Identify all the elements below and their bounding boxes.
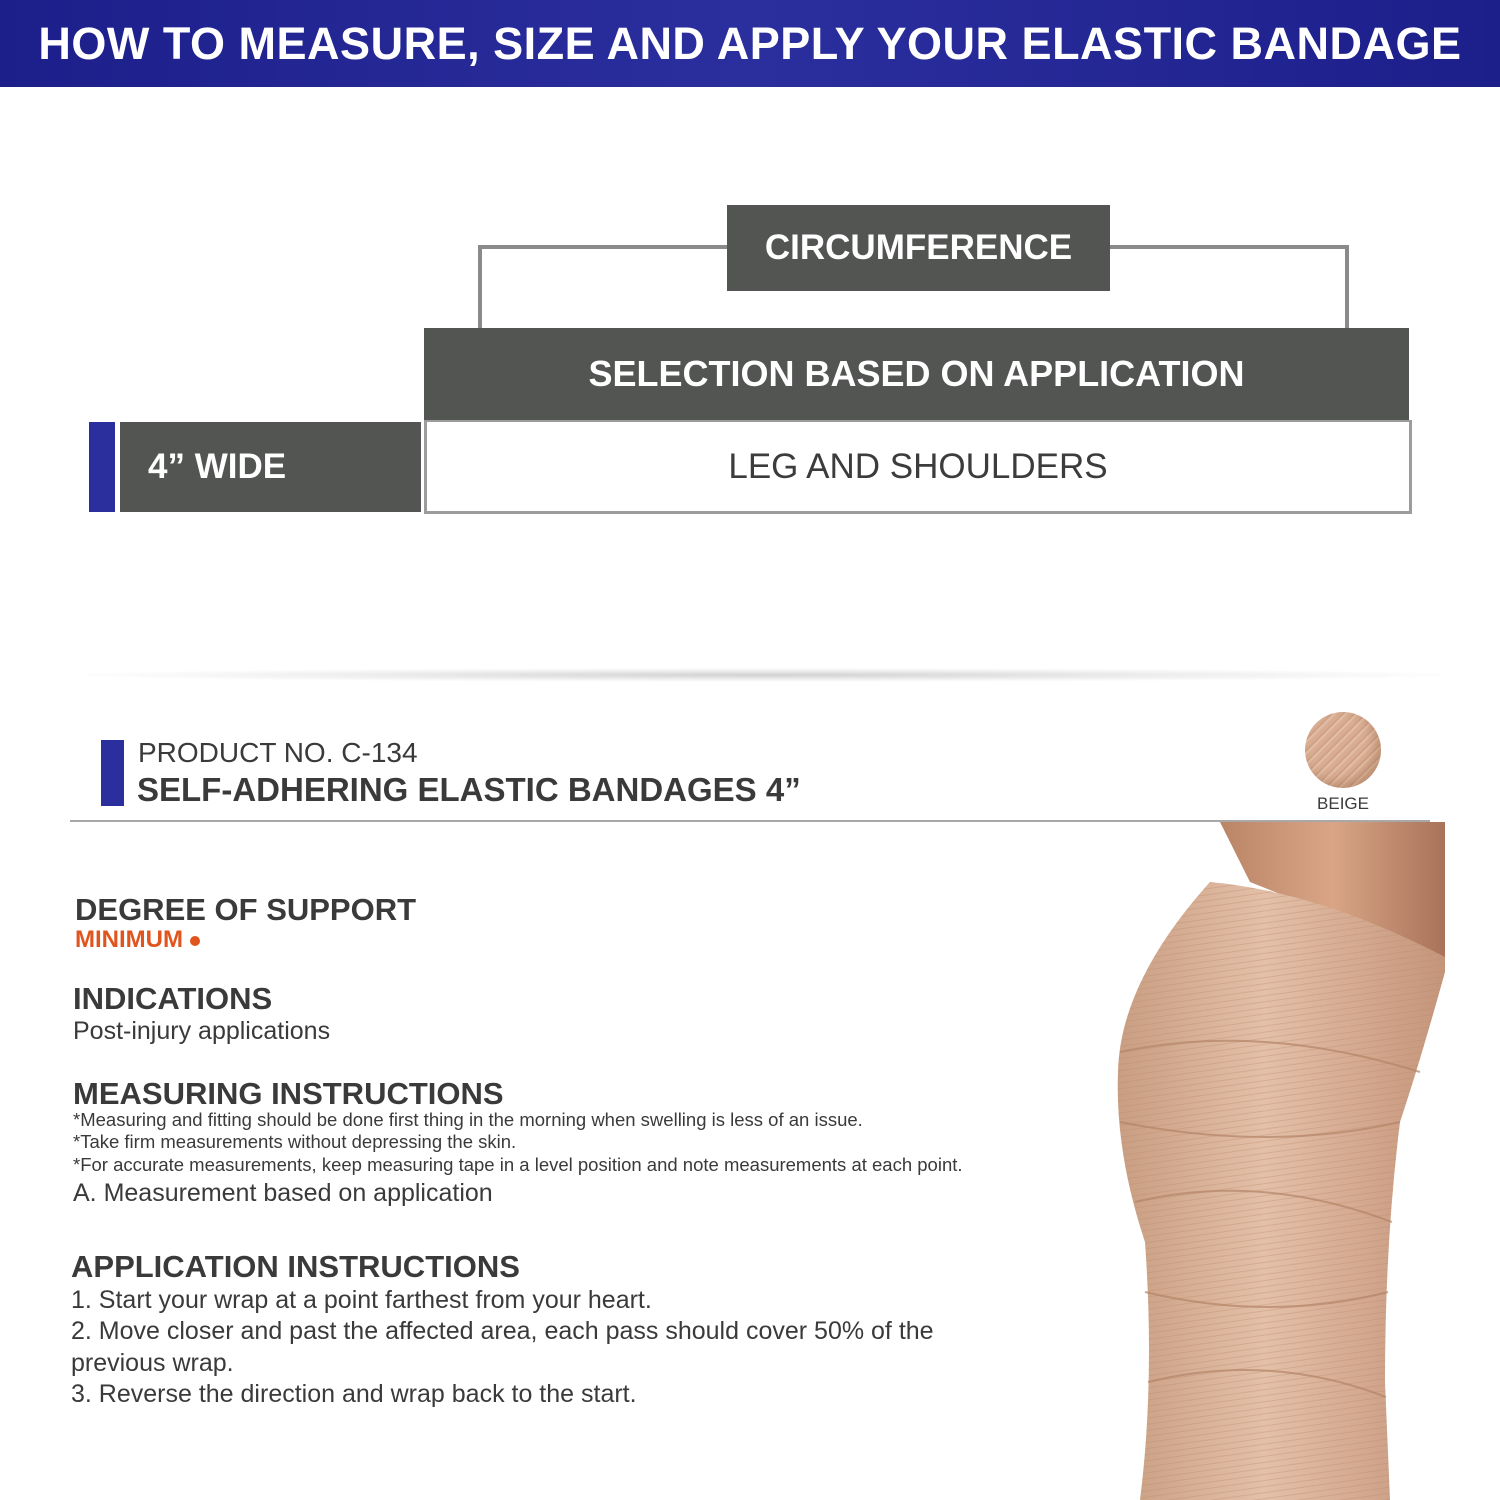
page-title: HOW TO MEASURE, SIZE AND APPLY YOUR ELASTIC BANDAGE (38, 17, 1462, 69)
circumference-label: CIRCUMFERENCE (764, 228, 1073, 267)
selection-label: SELECTION BASED ON APPLICATION (588, 353, 1245, 394)
measuring-note: *Measuring and fitting should be done first thing in the morning when swelling is less of an issue. (73, 1109, 863, 1130)
selection-header (424, 328, 1409, 420)
section-divider (70, 668, 1460, 682)
measuring-note: *For accurate measurements, keep measuring tape in a level position and note measurements at each point. (73, 1154, 963, 1175)
size-row-accent (89, 422, 115, 512)
beige-color-swatch (1305, 712, 1381, 788)
support-level-text: MINIMUM (75, 926, 183, 953)
measuring-note: *Take firm measurements without depressing the skin. (73, 1131, 517, 1152)
support-dot-icon (190, 936, 200, 946)
measuring-heading: MEASURING INSTRUCTIONS (73, 1076, 504, 1111)
application-step-3: 3. Reverse the direction and wrap back to the start. (71, 1380, 637, 1408)
application-value: LEG AND SHOULDERS (728, 446, 1108, 486)
support-level (75, 926, 200, 954)
product-accent-bar (101, 740, 124, 806)
indications-heading: INDICATIONS (73, 981, 273, 1016)
application-cell (424, 420, 1412, 514)
size-label: 4” WIDE (148, 447, 287, 486)
application-step-2: 2. Move closer and past the affected area, each pass should cover 50% of the (71, 1317, 934, 1345)
wrapped-knee-image (1100, 822, 1445, 1500)
header-banner (0, 0, 1500, 87)
product-number: PRODUCT NO. C-134 (138, 737, 418, 768)
application-heading: APPLICATION INSTRUCTIONS (71, 1249, 520, 1284)
indications-text: Post-injury applications (73, 1017, 331, 1045)
application-step-2-cont: previous wrap. (71, 1349, 234, 1377)
product-name: SELF-ADHERING ELASTIC BANDAGES 4” (137, 771, 801, 808)
color-swatch-label: BEIGE (1317, 794, 1369, 813)
measuring-step-a: A. Measurement based on application (73, 1179, 493, 1207)
support-heading: DEGREE OF SUPPORT (75, 892, 417, 927)
application-step-1: 1. Start your wrap at a point farthest from your heart. (71, 1286, 652, 1314)
size-cell (120, 422, 421, 512)
circumference-header (727, 205, 1110, 291)
